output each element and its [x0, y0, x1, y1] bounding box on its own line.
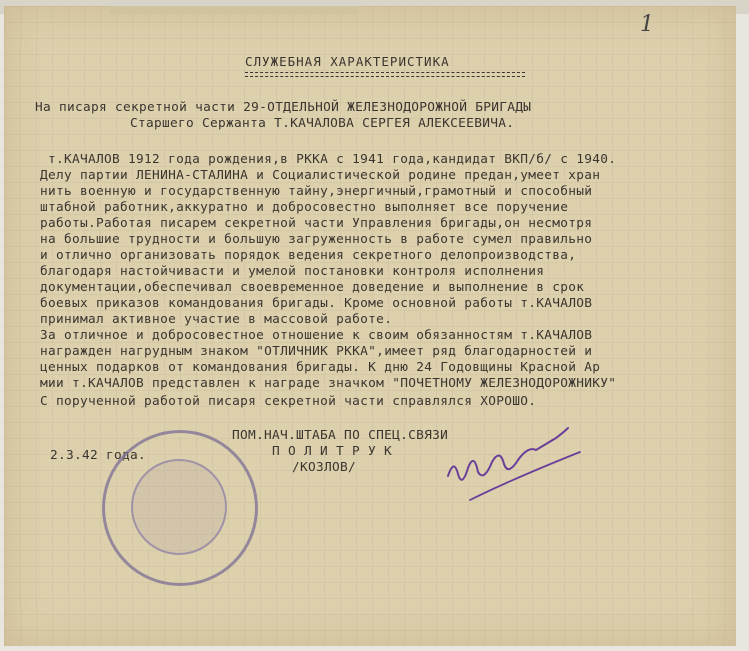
body-line: и отлично организовать порядок ведения секретного делопроизводства,: [40, 248, 577, 263]
stamp-emblem: [131, 459, 227, 555]
body-line: С порученной работой писаря секретной части справлялся ХОРОШО.: [40, 394, 537, 409]
title-underline-bottom: [245, 76, 525, 77]
signatory-name: /КОЗЛОВ/: [292, 460, 357, 475]
subject-line-1: На писаря секретной части 29-ОТДЕЛЬНОЙ ЖЕЛЕЗНОДОРОЖНОЙ БРИГАДЫ: [35, 100, 532, 115]
page-number: 1: [640, 12, 655, 37]
body-line: награжден нагрудным знаком "ОТЛИЧНИК РККА",имеет ряд благодарностей и: [40, 344, 593, 359]
body-line: на большие трудности и большую загруженность в работе сумел правильно: [40, 232, 593, 247]
subject-line-2: Старшего Сержанта Т.КАЧАЛОВА СЕРГЕЯ АЛЕКСЕЕВИЧА.: [130, 116, 515, 131]
paper-top-edge: [109, 6, 359, 14]
body-line: Делу партии ЛЕНИНА-СТАЛИНА и Социалистической родине предан,умеет хран: [40, 168, 601, 183]
handwritten-signature: [440, 418, 590, 508]
document-title: СЛУЖЕБНАЯ ХАРАКТЕРИСТИКА: [245, 54, 450, 69]
body-line: документации,обеспечивал своевременное доведение и выполнение в срок: [40, 280, 585, 295]
body-line: боевых приказов командования бригады. Кроме основной работы т.КАЧАЛОВ: [40, 296, 593, 311]
body-line: благодаря настойчивасти и умелой постановки контроля исполнения: [40, 264, 545, 279]
body-line: штабной работник,аккуратно и добросовестно выполняет все поручение: [40, 200, 569, 215]
body-line: За отличное и добросовестное отношение к своим обязанностям т.КАЧАЛОВ: [40, 328, 593, 343]
body-line: мии т.КАЧАЛОВ представлен к награде значком "ПОЧЕТНОМУ ЖЕЛЕЗНОДОРОЖНИКУ": [40, 376, 617, 391]
document-date: 2.3.42 года.: [50, 448, 147, 463]
body-line: ценных подарков от командования бригады. К дню 24 Годовщины Красной Ар: [40, 360, 601, 375]
body-line: т.КАЧАЛОВ 1912 года рождения,в РККА с 1941 года,кандидат ВКП/б/ с 1940.: [48, 152, 617, 167]
official-stamp: [102, 430, 258, 586]
signatory-rank: П О Л И Т Р У К: [272, 444, 393, 459]
title-underline-top: [245, 72, 525, 73]
body-line: работы.Работая писарем секретной части Управления бригады,он несмотря: [40, 216, 593, 231]
body-line: принимал активное участие в массовой работе.: [40, 312, 393, 327]
signatory-position: ПОМ.НАЧ.ШТАБА ПО СПЕЦ.СВЯЗИ: [232, 428, 449, 443]
body-line: нить военную и государственную тайну,энергичный,грамотный и способный: [40, 184, 593, 199]
